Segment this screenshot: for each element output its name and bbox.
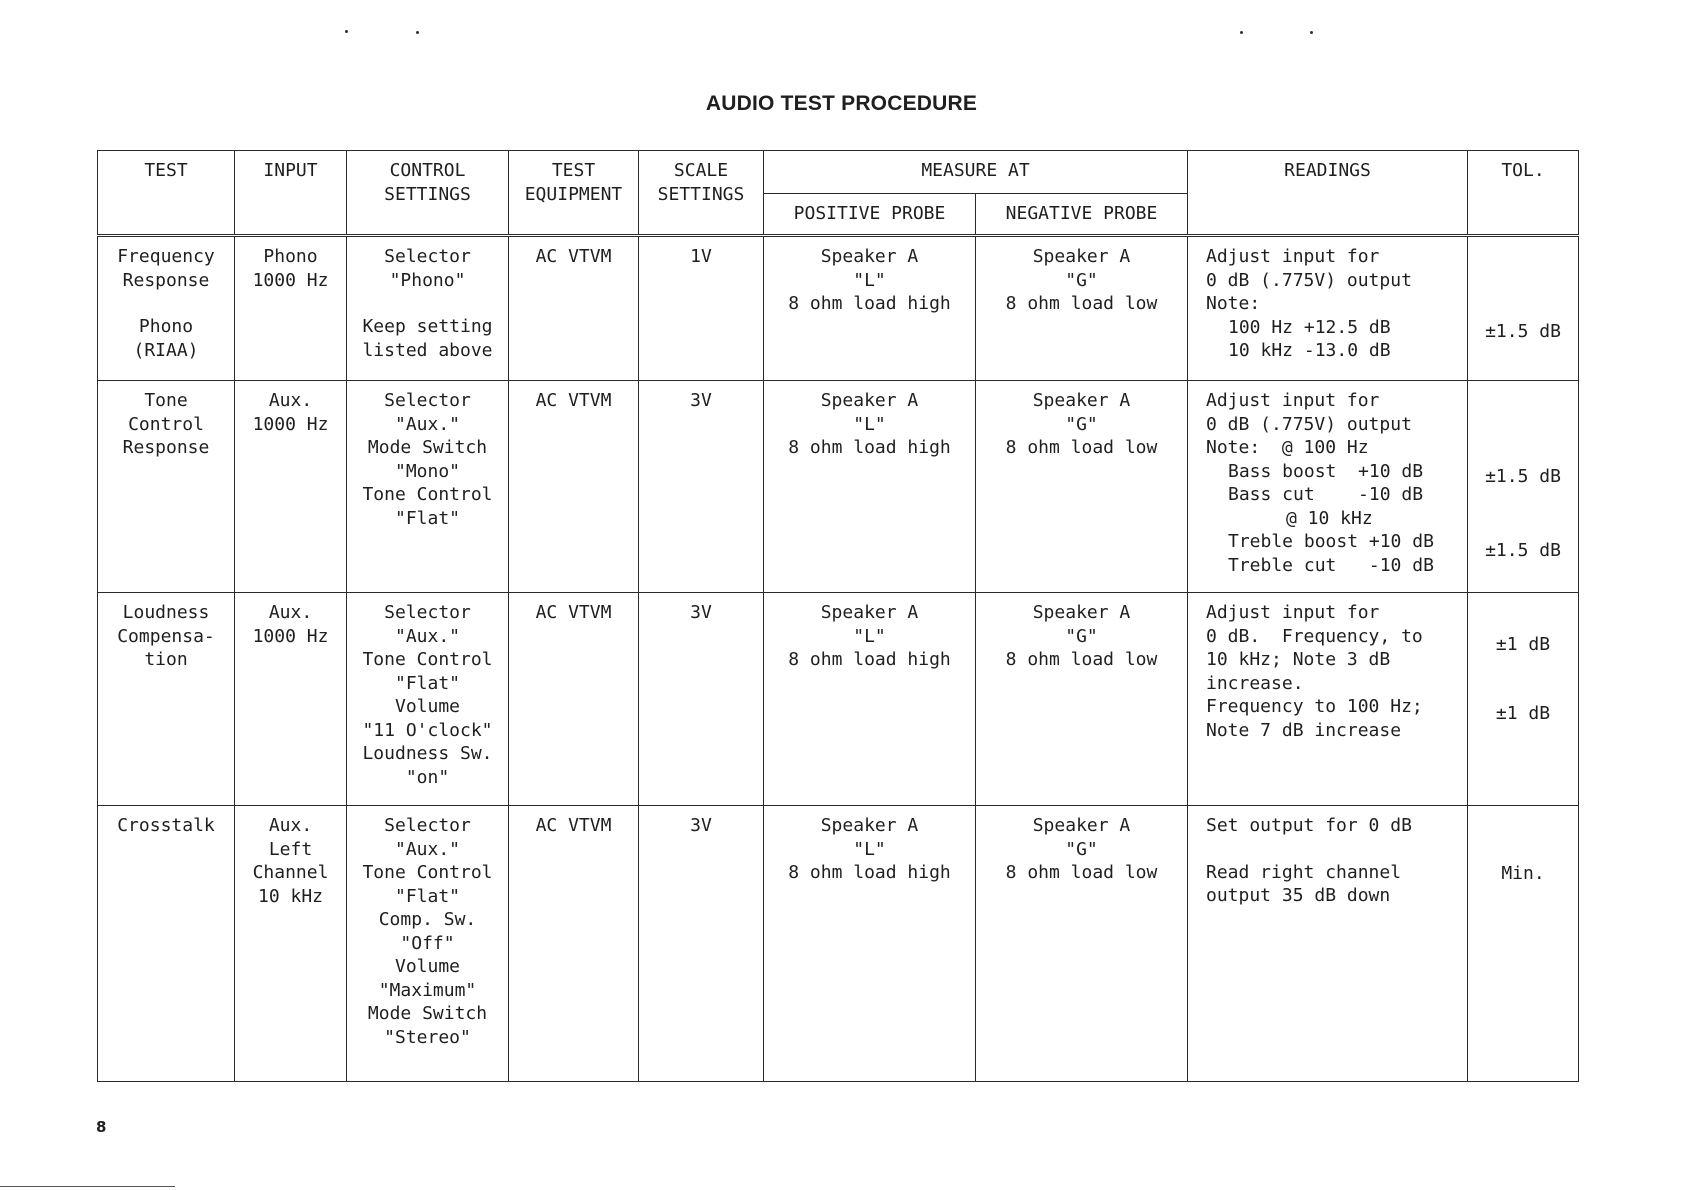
cell-line: 1000 Hz: [252, 625, 329, 647]
cell-line: "G": [1065, 269, 1098, 291]
cell-positive-probe: [764, 593, 976, 806]
scan-speck: [1310, 31, 1313, 34]
cell-line: 8 ohm load low: [1005, 649, 1158, 670]
cell-input: [235, 593, 347, 806]
cell-gap: [353, 292, 502, 315]
cell-line: 8 ohm load low: [1005, 862, 1158, 883]
cell-readings: [1188, 806, 1468, 1082]
cell-input: [235, 806, 347, 1082]
cell-scale: 3V: [639, 593, 764, 806]
cell-positive-probe: [764, 806, 976, 1082]
cell-line: "L": [853, 413, 886, 435]
header-measure-at: MEASURE AT: [764, 151, 1188, 194]
cell-control: [347, 381, 509, 593]
cell-line: "Flat": [394, 672, 461, 694]
cell-readings: [1188, 381, 1468, 593]
cell-line: Tone Control: [362, 649, 493, 670]
cell-line: "Maximum": [378, 979, 477, 1001]
header-control-settings-line: SETTINGS: [384, 183, 471, 205]
cell-line: 100 Hz +12.5 dB: [1228, 316, 1391, 338]
header-input: INPUT: [235, 151, 347, 236]
cell-line: Speaker A: [820, 815, 919, 836]
scan-speck: [345, 30, 348, 33]
cell-line: Compensa-: [117, 625, 215, 647]
cell-input: [235, 236, 347, 381]
cell-line: "Flat": [394, 885, 461, 907]
cell-negative-probe: [976, 806, 1188, 1082]
cell-line: output 35 dB down: [1206, 885, 1391, 906]
header-positive-probe: POSITIVE PROBE: [764, 194, 976, 236]
cell-line: Speaker A: [1032, 390, 1131, 411]
cell-line: Aux.: [268, 390, 313, 411]
cell-line: Loudness Sw.: [362, 743, 493, 764]
header-scale-settings-line: SETTINGS: [657, 183, 745, 205]
table-row: [98, 236, 1579, 381]
cell-scale: 1V: [639, 236, 764, 381]
cell-control: [347, 236, 509, 381]
cell-line: Comp. Sw.: [378, 909, 477, 930]
cell-line: "G": [1065, 838, 1098, 860]
scan-speck: [1240, 31, 1243, 34]
cell-line: (RIAA): [133, 339, 199, 361]
cell-line: 0 dB. Frequency, to: [1206, 625, 1423, 647]
page-title: AUDIO TEST PROCEDURE: [705, 92, 978, 115]
cell-equipment: AC VTVM: [509, 236, 639, 381]
cell-line: "Aux.": [394, 413, 461, 435]
cell-positive-probe: [764, 236, 976, 381]
cell-line: "Phono": [389, 269, 466, 291]
cell-line: Volume: [394, 956, 461, 977]
footer-rule: [0, 1186, 175, 1187]
cell-line: "Stereo": [384, 1026, 471, 1048]
cell-line: Phono: [263, 246, 318, 267]
cell-readings: [1188, 593, 1468, 806]
cell-line: Response: [122, 269, 210, 291]
cell-line: "Mono": [394, 460, 461, 482]
cell-line: "11 O'clock": [362, 719, 493, 741]
cell-line: "L": [853, 269, 886, 291]
cell-readings: [1188, 236, 1468, 381]
cell-gap: [1206, 838, 1461, 861]
cell-line: Speaker A: [820, 246, 919, 267]
cell-line: Keep setting: [362, 316, 493, 337]
tolerance-value: ±1.5 dB: [1485, 466, 1561, 487]
cell-line: Bass boost +10 dB: [1228, 460, 1424, 482]
cell-line: Bass cut -10 dB: [1228, 484, 1424, 505]
cell-line: 8 ohm load high: [788, 293, 951, 314]
cell-line: Tone Control: [362, 862, 493, 883]
cell-negative-probe: [976, 236, 1188, 381]
header-tolerance: TOL.: [1468, 151, 1579, 236]
cell-line: "Off": [400, 932, 455, 954]
table-row: [98, 806, 1579, 1082]
cell-line: "L": [853, 625, 886, 647]
cell-line: Read right channel: [1206, 861, 1402, 883]
header-test-equipment: [509, 151, 639, 236]
cell-line: 10 kHz -13.0 dB: [1228, 340, 1391, 361]
cell-line: Aux.: [268, 815, 313, 836]
cell-line: Speaker A: [1032, 602, 1131, 623]
header-test-equipment-line: EQUIPMENT: [524, 183, 623, 205]
cell-equipment: AC VTVM: [509, 806, 639, 1082]
cell-line: Frequency: [117, 246, 215, 267]
cell-line: Response: [122, 437, 210, 458]
header-negative-probe: NEGATIVE PROBE: [976, 194, 1188, 236]
cell-line: Treble cut -10 dB: [1228, 554, 1434, 576]
cell-line: Mode Switch: [367, 437, 488, 458]
cell-gap: [104, 292, 228, 315]
cell-line: Adjust input for: [1206, 246, 1380, 267]
tolerance-value: Min.: [1501, 863, 1545, 884]
cell-line: Note:: [1206, 293, 1261, 314]
cell-line: Tone: [144, 390, 188, 411]
table-row: [98, 593, 1579, 806]
cell-line: 8 ohm load high: [788, 649, 951, 670]
cell-control: [347, 593, 509, 806]
scan-speck: [416, 31, 419, 34]
cell-line: Speaker A: [1032, 246, 1131, 267]
cell-line: Selector: [384, 246, 471, 267]
cell-line: Loudness: [122, 602, 210, 623]
cell-line: "on": [405, 766, 450, 788]
audio-test-table: [97, 150, 1579, 1082]
cell-line: Control: [128, 413, 204, 435]
cell-line: 8 ohm load low: [1005, 293, 1158, 314]
cell-line: "G": [1065, 625, 1098, 647]
cell-line: "Aux.": [394, 838, 461, 860]
cell-scale: 3V: [639, 381, 764, 593]
cell-line: Selector: [384, 390, 471, 411]
cell-line: Left: [268, 838, 313, 860]
cell-line: "Aux.": [394, 625, 461, 647]
cell-line: Adjust input for: [1206, 602, 1380, 623]
cell-negative-probe: [976, 593, 1188, 806]
cell-tolerance: [1468, 806, 1579, 1082]
cell-line: Phono: [138, 316, 194, 337]
cell-line: Speaker A: [820, 602, 919, 623]
cell-line: @ 10 kHz: [1286, 507, 1373, 529]
cell-tolerance: [1468, 593, 1579, 806]
cell-line: 10 kHz: [257, 885, 324, 907]
cell-line: "L": [853, 838, 886, 860]
table-row: [98, 381, 1579, 593]
cell-line: "G": [1065, 413, 1098, 435]
tolerance-value: ±1.5 dB: [1485, 539, 1561, 561]
header-control-settings: [347, 151, 509, 236]
cell-line: Tone Control: [362, 484, 493, 505]
cell-input: [235, 381, 347, 593]
cell-equipment: AC VTVM: [509, 381, 639, 593]
cell-test: [98, 381, 235, 593]
cell-scale: 3V: [639, 806, 764, 1082]
cell-line: Treble boost +10 dB: [1228, 531, 1434, 552]
cell-positive-probe: [764, 381, 976, 593]
cell-tolerance: [1468, 381, 1579, 593]
cell-line: Speaker A: [820, 390, 919, 411]
cell-line: Note: @ 100 Hz: [1206, 437, 1369, 458]
cell-control: [347, 806, 509, 1082]
tolerance-value: ±1 dB: [1495, 702, 1551, 724]
cell-line: 0 dB (.775V) output: [1206, 269, 1412, 291]
cell-line: 1000 Hz: [252, 413, 329, 435]
cell-line: Frequency to 100 Hz;: [1206, 696, 1423, 717]
cell-line: Aux.: [268, 602, 313, 623]
header-readings: READINGS: [1188, 151, 1468, 236]
cell-negative-probe: [976, 381, 1188, 593]
header-control-settings-line: CONTROL: [389, 160, 466, 181]
cell-line: Crosstalk: [117, 815, 215, 836]
cell-line: 0 dB (.775V) output: [1206, 413, 1412, 435]
cell-line: Speaker A: [1032, 815, 1131, 836]
header-test-equipment-line: TEST: [551, 160, 596, 181]
cell-line: 8 ohm load high: [788, 437, 951, 458]
cell-line: Set output for 0 dB: [1206, 815, 1412, 836]
cell-line: Channel: [252, 862, 329, 883]
cell-line: increase.: [1206, 672, 1304, 694]
cell-line: 8 ohm load high: [788, 862, 951, 883]
cell-line: tion: [144, 649, 188, 670]
cell-equipment: AC VTVM: [509, 593, 639, 806]
cell-line: 1000 Hz: [252, 269, 329, 291]
header-test: TEST: [98, 151, 235, 236]
cell-line: 10 kHz; Note 3 dB: [1206, 649, 1391, 670]
tolerance-value: ±1 dB: [1495, 634, 1551, 655]
header-scale-settings-line: SCALE: [673, 160, 729, 181]
cell-line: listed above: [362, 339, 493, 361]
cell-line: Mode Switch: [367, 1003, 488, 1024]
cell-line: Note 7 dB increase: [1206, 719, 1402, 741]
cell-line: Selector: [384, 602, 471, 623]
table-header: [98, 151, 1579, 236]
cell-line: Selector: [384, 815, 471, 836]
cell-line: Adjust input for: [1206, 390, 1380, 411]
cell-test: [98, 236, 235, 381]
cell-test: [98, 806, 235, 1082]
cell-tolerance: [1468, 236, 1579, 381]
cell-line: Volume: [394, 696, 461, 717]
tolerance-value: ±1.5 dB: [1485, 320, 1561, 342]
cell-line: 8 ohm load low: [1005, 437, 1158, 458]
page-number: 8: [96, 1118, 107, 1136]
header-scale-settings: [639, 151, 764, 236]
cell-test: [98, 593, 235, 806]
cell-line: "Flat": [394, 507, 461, 529]
